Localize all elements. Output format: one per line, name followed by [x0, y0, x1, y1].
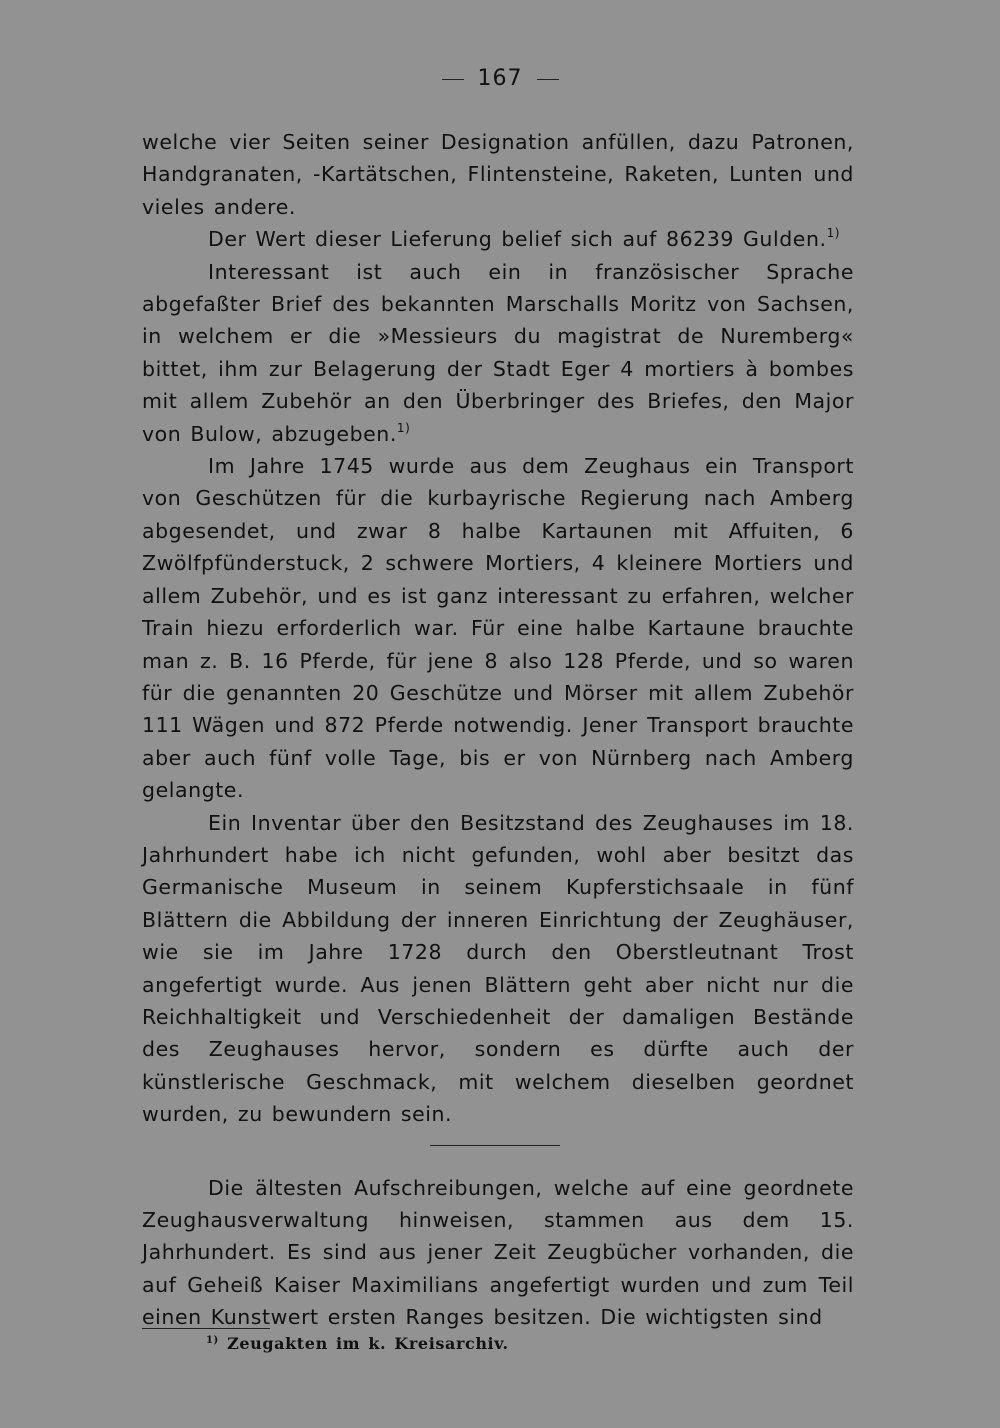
paragraph-text: Die ältesten Aufschreibungen, welche auf eine geordnete Zeughausverwaltung hinweisen, stammen aus dem 15. Jahrhundert. Es sind aus jener Zeit Zeugbücher vorhanden, die auf Geheiß Kaiser Maximilians angefertigt wurden und zum Teil einen Kunstwert ersten Ranges besitzen. Die wichtigsten sind [142, 1175, 854, 1330]
paragraph-text: Ein Inventar über den Besitzstand des Zeughauses im 18. Jahrhundert habe ich nicht gefunden, wohl aber besitzt das Germanische Museum in seinem Kupferstichsaale in fünf Blättern die Abbildung der inneren Einrichtung der Zeughäuser, wie sie im Jahre 1728 durch den Oberstleutnant Trost angefertigt wurde. Aus jenen Blättern geht aber nicht nur die Reichhaltigkeit und Verschiedenheit der damaligen Bestände des Zeughauses hervor, sondern es dürfte auch der künstlerische Geschmack, mit welchem dieselben geordnet wurden, zu bewundern sein. [142, 810, 854, 1127]
page-number-dash-right [537, 79, 559, 80]
paragraph [142, 223, 854, 255]
paragraph [142, 807, 854, 1131]
page-number: 167 [477, 66, 523, 91]
paragraph-text: Der Wert dieser Lieferung belief sich auf 86239 Gulden. [208, 227, 827, 252]
page-number-line [0, 66, 1000, 91]
footnote-reference[interactable]: 1) [826, 226, 840, 241]
footnote-divider [142, 1328, 270, 1329]
paragraph [142, 256, 854, 450]
footnote-text: Zeugakten im k. Kreisarchiv. [227, 1334, 509, 1353]
paragraph-text: welche vier Seiten seiner Designation anfüllen, dazu Patronen, Handgranaten, -Kartätschen, Flintensteine, Raketen, Lunten und vieles andere. [142, 130, 854, 219]
footnote-marker: 1) [206, 1335, 219, 1346]
footnote-reference[interactable]: 1) [396, 420, 411, 435]
footnote [206, 1334, 509, 1353]
paragraph [142, 450, 854, 806]
page-number-dash-left [442, 79, 464, 80]
body-text [142, 126, 854, 1334]
paragraph-text: Im Jahre 1745 wurde aus dem Zeughaus ein Transport von Geschützen für die kurbayrische Regierung nach Amberg abgesendet, und zwar 8 halbe Kartaunen mit Affuiten, 6 Zwölfpfünderstuck, 2 schwere Mortiers, 4 kleinere Mortiers und allem Zubehör, und es ist ganz interessant zu erfahren, welcher Train hiezu erforderlich war. Für eine halbe Kartaune brauchte man z. B. 16 Pferde, für jene 8 also 128 Pferde, und so waren für die genannten 20 Geschütze und Mörser mit allem Zubehör 111 Wägen und 872 Pferde notwendig. Jener Transport brauchte aber auch fünf volle Tage, bis er von Nürnberg nach Amberg gelangte. [142, 454, 854, 803]
section-divider [430, 1145, 560, 1146]
paragraph-text: Interessant ist auch ein in französischer Sprache abgefaßter Brief des bekannten Marschalls Moritz von Sachsen, in welchem er die »Messieurs du magistrat de Nuremberg« bittet, ihm zur Belagerung der Stadt Eger 4 mortiers à bombes mit allem Zubehör an den Überbringer des Briefes, den Major von Bulow, abzugeben. [142, 259, 854, 446]
paragraph [142, 1172, 854, 1334]
paragraph [142, 126, 854, 223]
